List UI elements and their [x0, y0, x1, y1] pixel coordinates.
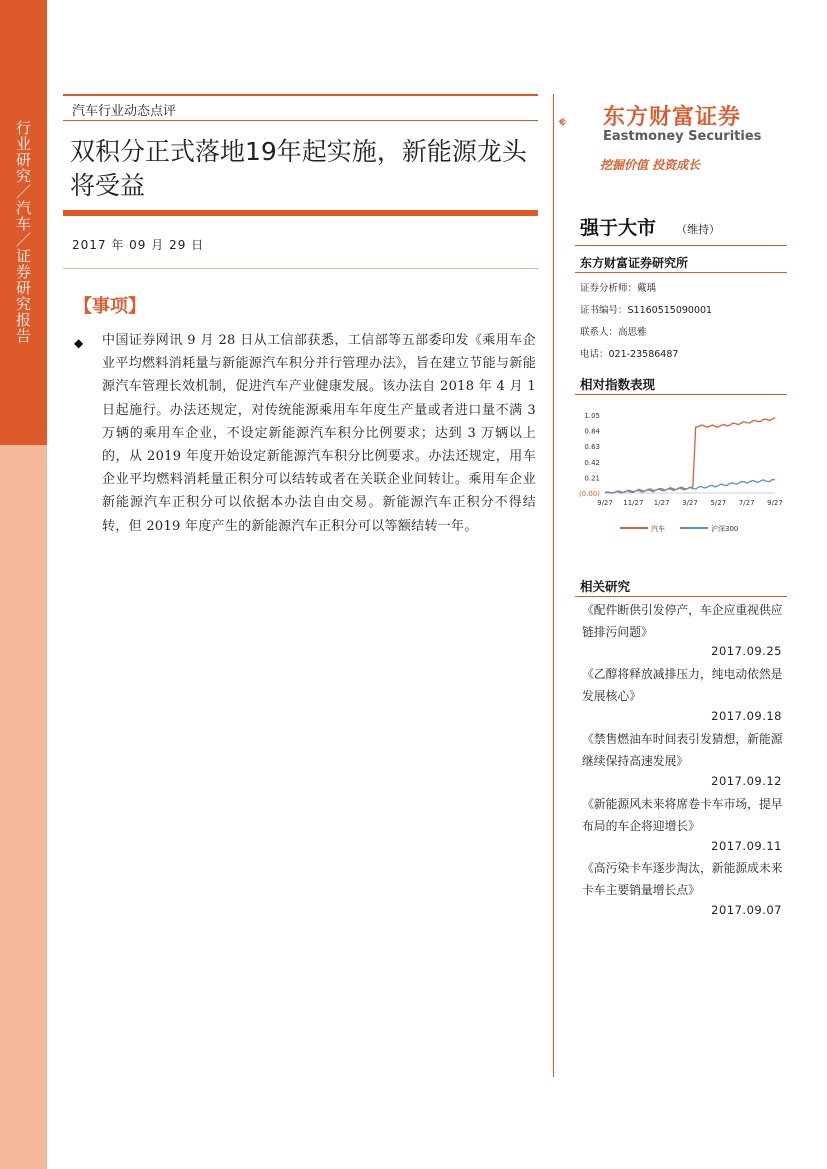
- institute-name: 东方财富证券研究所: [580, 256, 689, 270]
- license-line: 证书编号：S1160515090001: [580, 305, 713, 316]
- related-heading: 相关研究: [580, 579, 631, 594]
- x-tick-label: 9/27: [597, 499, 613, 507]
- relative-index-chart: [575, 405, 787, 545]
- sidebar-bottom: [0, 445, 47, 1169]
- y-tick-label: 0.63: [584, 443, 600, 452]
- related-item-title[interactable]: 《乙醇将释放减排压力，纯电动依然是发展核心》: [582, 667, 783, 703]
- y-tick-label: 0.21: [584, 474, 600, 483]
- phone-line: 电话：021-23586487: [580, 349, 679, 360]
- diamond-bullet-icon: ◆: [74, 336, 84, 350]
- related-item-date: 2017.09.12: [711, 774, 782, 788]
- rating-value: 强于大市: [580, 217, 657, 239]
- contact-line: 联系人：高思雅: [580, 327, 647, 338]
- related-item-date: 2017.09.11: [711, 839, 782, 853]
- legend-label: 汽车: [651, 525, 665, 533]
- brand-logo-icon: [558, 100, 602, 144]
- y-tick-label: 0.42: [584, 458, 600, 467]
- date-rule: [63, 268, 538, 269]
- x-tick-label: 11/27: [623, 499, 644, 507]
- related-item-title[interactable]: 《新能源风未来将席卷卡车市场，提早布局的车企将迎增长》: [582, 797, 783, 833]
- x-tick-label: 3/27: [682, 499, 698, 507]
- brand-slogan: 挖掘价值 投资成长: [600, 158, 701, 172]
- related-item-date: 2017.09.07: [711, 903, 782, 917]
- title-bar: [63, 210, 538, 216]
- y-tick-label: (0.00): [578, 490, 600, 498]
- x-tick-label: 1/27: [653, 499, 670, 507]
- rating-rule: [575, 245, 787, 246]
- sidebar-label: 行业研究／汽车／证券研究报告: [14, 120, 32, 344]
- related-item-date: 2017.09.18: [711, 709, 782, 723]
- x-tick-label: 9/27: [767, 499, 783, 507]
- y-tick-label: 1.05: [584, 412, 600, 420]
- doc-type-rule: [63, 120, 538, 121]
- brand-name-en: Eastmoney Securities: [603, 129, 762, 144]
- section-paragraph: 中国证券网讯 9 月 28 日从工信部获悉，工信部等五部委印发《乘用车企业平均燃料消耗量与新能源汽车积分并行管理办法》，旨在建立节能与新能源汽车管理长效机制，促进汽车产业健康发展。该办法自 2018 年 4 月 1 日起施行。办法还规定，对传统能源乘用车年度生产量或者进口量不满 3 万辆的乘用车企业，不设定新能源汽车积分比例要求；达到 3 万辆以上的，从 2019 年度开始设定新能源汽车积分比例要求。办法还规定，用车企业平均燃料消耗量正积分可以结转或者在关联企业间转让。乘用车企业新能源汽车正积分可以依据本办法自由交易。新能源汽车正积分不得结转，但 2019 年度产生的新能源汽车正积分可以等额结转一年。: [102, 333, 536, 534]
- related-item-date: 2017.09.25: [711, 644, 782, 658]
- page-title: 双积分正式落地19年起实施，新能源龙头将受益: [70, 137, 527, 200]
- legend-label: 沪深300: [711, 525, 739, 533]
- related-item-title[interactable]: 《高污染卡车逐步淘汰，新能源成未来卡车主要销量增长点》: [582, 861, 783, 897]
- column-divider: [553, 94, 554, 1077]
- y-tick-label: 0.84: [584, 427, 600, 436]
- section-heading: 【事项】: [74, 296, 146, 317]
- related-item-title[interactable]: 《禁售燃油车时间表引发猜想，新能源继续保持高速发展》: [582, 732, 783, 768]
- analyst-line: 证券分析师：戴瑀: [580, 283, 657, 294]
- rating-note: （维持）: [676, 223, 720, 236]
- performance-heading: 相对指数表现: [580, 377, 656, 392]
- doc-type: 汽车行业动态点评: [72, 104, 177, 119]
- related-rule: [575, 596, 787, 597]
- x-tick-label: 5/27: [710, 499, 727, 507]
- report-date: 2017 年 09 月 29 日: [72, 238, 205, 252]
- related-item-title[interactable]: 《配件断供引发停产，车企应重视供应链排污问题》: [582, 603, 783, 639]
- brand-name-cn: 东方财富证券: [603, 105, 742, 130]
- top-rule: [63, 94, 538, 96]
- x-tick-label: 7/27: [738, 499, 755, 507]
- performance-rule: [575, 394, 787, 395]
- institute-rule: [575, 272, 787, 273]
